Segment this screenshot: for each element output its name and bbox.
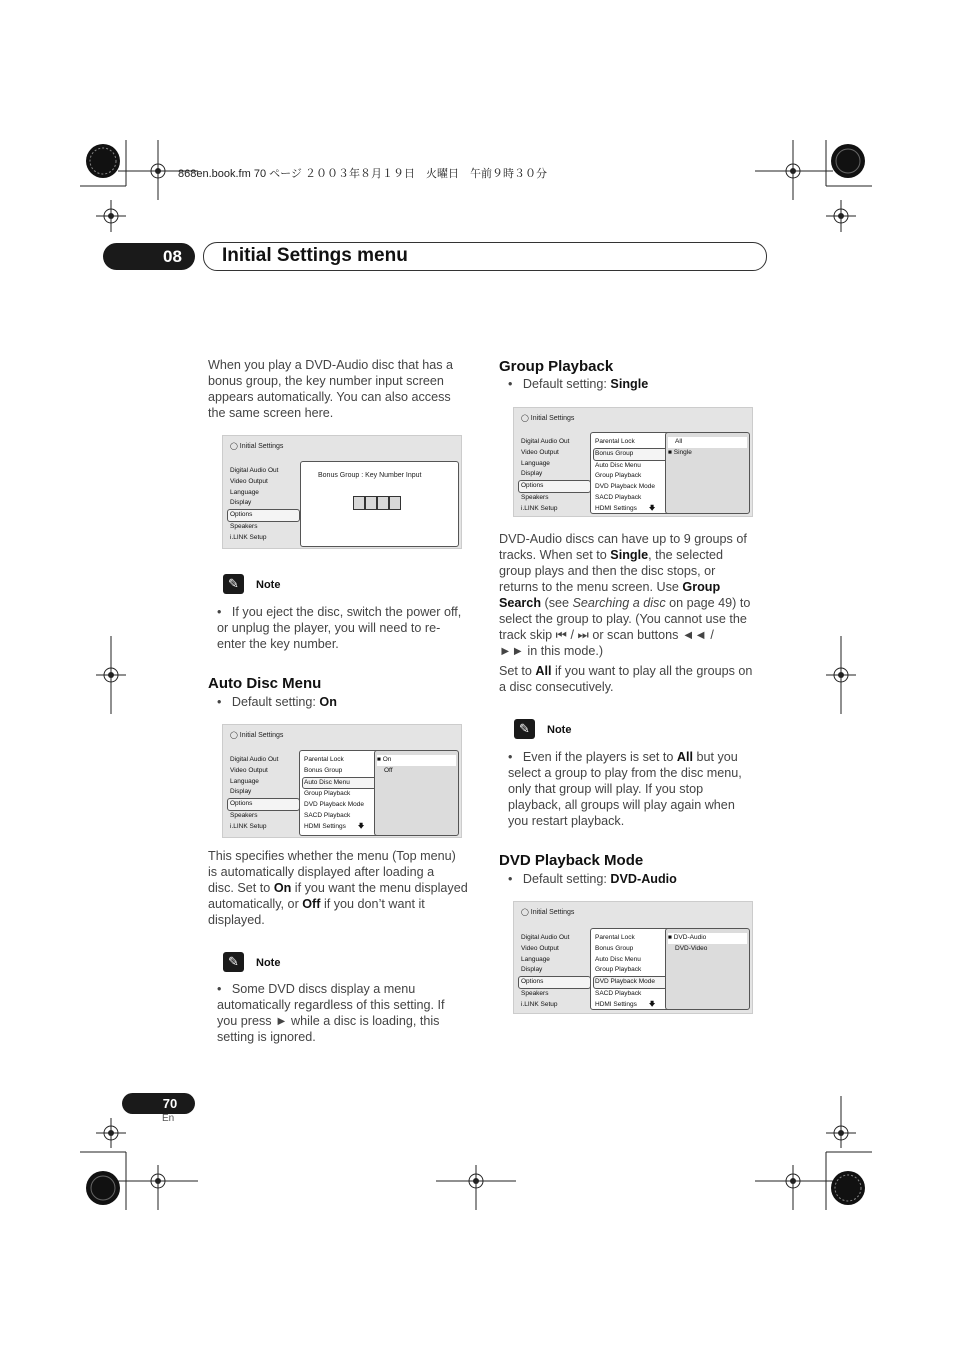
osd-item-hdmi-settings: HDMI Settings <box>304 822 346 830</box>
text-line: is automatically displayed after loading a <box>208 865 435 879</box>
osd-options-panel <box>665 928 750 1010</box>
osd-item-parental-lock: Parental Lock <box>595 438 635 445</box>
osd-item-hdmi-settings: HDMI Settings <box>595 504 637 512</box>
text-run: Single <box>610 548 649 562</box>
osd-item-ilink-setup: i.LINK Setup <box>521 504 558 512</box>
osd-item-display: Display <box>521 966 543 974</box>
osd-item-display: Display <box>230 788 252 796</box>
osd-dvd-playback-mode-screen <box>513 901 753 1014</box>
osd-item-hdmi-settings-row <box>304 822 380 833</box>
osd-item-language: Language <box>230 488 259 496</box>
osd-item-language: Language <box>521 955 550 963</box>
group-paragraph-2 <box>499 663 771 695</box>
osd-item-language: Language <box>521 459 550 467</box>
text-run: tracks. When set to <box>499 548 611 562</box>
scroll-down-arrow-icon: 🡇 <box>648 504 656 512</box>
osd-title <box>230 731 283 739</box>
option-dvd-audio: ■ DVD-Audio <box>668 933 747 944</box>
text-line <box>208 896 480 912</box>
text-run: Even if the players is set to <box>522 750 677 764</box>
osd-item-sacd-playback: SACD Playback <box>595 989 642 997</box>
default-value: DVD-Audio <box>610 872 677 886</box>
osd-item-speakers: Speakers <box>521 493 549 501</box>
note-label: Note <box>256 957 281 969</box>
osd-item-speakers: Speakers <box>521 989 549 997</box>
auto-disc-paragraph <box>208 848 480 928</box>
osd-item-group-playback: Group Playback <box>304 790 351 798</box>
note2-bullet: • Some DVD discs display a menu automatically regardless of this setting. If you press ► while a disc is loading, this setting is ignored. <box>217 981 501 1045</box>
print-header: 868en.book.fm 70 ページ ２００３年８月１９日 火曜日 午前９時３０分 <box>178 168 547 180</box>
text-line: the same screen here. <box>208 406 334 420</box>
osd-item-hdmi-settings-row <box>595 1000 671 1011</box>
text-line: a disc consecutively. <box>499 680 614 694</box>
osd-item-parental-lock: Parental Lock <box>304 756 344 763</box>
osd-item-speakers: Speakers <box>230 811 258 819</box>
text-run: Search <box>499 596 542 610</box>
osd-title <box>230 442 283 450</box>
text-run: (see <box>541 596 573 610</box>
osd-item-group-playback: Group Playback <box>595 472 642 480</box>
option-single: ■ Single <box>668 448 692 456</box>
osd-item-video-output: Video Output <box>521 944 559 952</box>
osd-menu-col1 <box>521 437 591 515</box>
osd-item-dvd-playback-mode: DVD Playback Mode <box>595 483 655 491</box>
osd-item-bonus-group: Bonus Group <box>304 766 343 774</box>
text-run: if you want the menu displayed <box>291 881 468 895</box>
text-line: This specifies whether the menu (Top menu) <box>208 849 456 863</box>
key-digit-box <box>353 496 365 510</box>
key-digit-box <box>377 496 389 510</box>
page-number: 70 <box>162 1096 178 1111</box>
osd-title-text: Initial Settings <box>239 443 284 450</box>
osd-item-video-output: Video Output <box>230 766 268 774</box>
osd-item-video-output: Video Output <box>521 448 559 456</box>
text-line: appears automatically. You can also access <box>208 390 451 404</box>
text-line <box>499 547 771 563</box>
text-line: select the group to play. (You cannot use the <box>499 612 747 626</box>
default-value: On <box>319 695 337 709</box>
osd-item-options: Options <box>227 798 300 811</box>
osd-options-panel <box>665 432 750 514</box>
osd-item-dvd-playback-mode: DVD Playback Mode <box>593 976 671 989</box>
text-line: enter the key number. <box>217 637 339 651</box>
osd-item-bonus-group: Bonus Group <box>595 944 634 952</box>
text-run: if you don’t want it <box>320 897 425 911</box>
osd-item-options: Options <box>227 509 300 522</box>
text-run: disc. Set to <box>208 881 274 895</box>
osd-title-text: Initial Settings <box>239 732 284 739</box>
osd-item-ilink-setup: i.LINK Setup <box>230 822 267 830</box>
dvd-mode-default: • Default setting: DVD-Audio <box>508 872 677 886</box>
text-line: or unplug the player, you will need to re- <box>217 621 441 635</box>
note3-bullet: • Even if the players is set to All but you select a group to play from the disc menu, only that group will play. If you stop playback, all groups will play again when you restart playback. <box>508 749 794 829</box>
osd-options-panel <box>374 750 459 836</box>
text-line: ►► in this mode.) <box>499 644 604 658</box>
osd-group-playback-screen <box>513 407 753 517</box>
osd-item-speakers: Speakers <box>230 522 258 530</box>
chapter-number: 08 <box>163 247 182 266</box>
text-line: Some DVD discs display a menu <box>231 982 416 996</box>
group-paragraph <box>499 531 771 659</box>
note-pencil-icon: ✎ <box>223 952 244 972</box>
osd-item-display: Display <box>521 470 543 478</box>
disc-icon: ◯ <box>230 443 238 450</box>
heading-group-playback: Group Playback <box>499 358 614 375</box>
osd-item-video-output: Video Output <box>230 477 268 485</box>
osd-item-dvd-playback-mode: DVD Playback Mode <box>304 801 364 809</box>
text-run: on page 49) to <box>665 596 751 610</box>
text-line: only that group will play. If you stop <box>508 782 704 796</box>
default-prefix: Default setting: <box>522 872 611 886</box>
text-run: Searching a disc <box>572 596 666 610</box>
text-line <box>499 579 771 595</box>
osd-key-input-panel <box>300 461 459 547</box>
scroll-down-arrow-icon: 🡇 <box>648 1000 656 1008</box>
osd-item-bonus-group: Bonus Group <box>593 448 671 461</box>
osd-item-ilink-setup: i.LINK Setup <box>521 1000 558 1008</box>
text-run: but you <box>693 750 738 764</box>
osd-item-sacd-playback: SACD Playback <box>304 811 351 819</box>
option-label: Single <box>673 448 692 456</box>
default-value: Single <box>610 377 649 391</box>
text-line <box>499 595 771 611</box>
osd-title-text: Initial Settings <box>530 909 575 916</box>
osd-item-sacd-playback: SACD Playback <box>595 493 642 501</box>
osd-item-digital-audio-out: Digital Audio Out <box>230 756 279 763</box>
osd-item-ilink-setup: i.LINK Setup <box>230 533 267 541</box>
osd-menu-col1 <box>230 466 300 544</box>
intro-paragraph <box>208 357 478 421</box>
disc-icon: ◯ <box>230 732 238 739</box>
text-run: Group <box>682 580 721 594</box>
disc-icon: ◯ <box>521 415 529 422</box>
text-line: select a group to play from the disc menu, <box>508 766 742 780</box>
text-run: returns to the menu screen. Use <box>499 580 683 594</box>
osd-item-auto-disc-menu: Auto Disc Menu <box>302 777 380 790</box>
text-line: automatically regardless of this setting. If <box>217 998 445 1012</box>
osd-title-text: Initial Settings <box>530 415 575 422</box>
osd-menu-col2 <box>299 750 381 836</box>
osd-item-hdmi-settings-row <box>595 504 671 515</box>
osd-menu-col1 <box>230 755 300 833</box>
option-label: On <box>382 756 392 763</box>
osd-title <box>521 908 574 916</box>
text-run: Off <box>302 897 321 911</box>
default-prefix: Default setting: <box>522 377 611 391</box>
option-label: DVD-Audio <box>673 934 707 941</box>
text-line: you press ► while a disc is loading, this <box>217 1014 440 1028</box>
text-line: group plays and then the disc stops, or <box>499 564 716 578</box>
osd-item-digital-audio-out: Digital Audio Out <box>230 467 279 474</box>
option-dvd-video: DVD-Video <box>675 944 708 952</box>
note-label: Note <box>547 724 572 736</box>
option-on: ■ On <box>377 755 456 766</box>
group-default: • Default setting: Single <box>508 377 649 391</box>
page-language: En <box>162 1113 175 1124</box>
text-line: playback, all groups will play again when <box>508 798 735 812</box>
text-line: you restart playback. <box>508 814 625 828</box>
text-run: automatically, or <box>208 897 303 911</box>
text-line: displayed. <box>208 913 265 927</box>
note-label: Note <box>256 579 281 591</box>
text-line: track skip ⏮ / ⏭ or scan buttons ◄◄ / <box>499 628 714 642</box>
text-run: On <box>273 881 292 895</box>
osd-title <box>521 414 574 422</box>
osd-item-options: Options <box>518 480 591 493</box>
chapter-title: Initial Settings menu <box>222 245 408 266</box>
osd-item-auto-disc-menu: Auto Disc Menu <box>595 955 641 963</box>
option-off: Off <box>384 766 393 774</box>
note1-bullet: • If you eject the disc, switch the power off, or unplug the player, you will need to re- enter the key number. <box>217 604 501 652</box>
text-run: All <box>676 750 693 764</box>
key-digit-box <box>365 496 377 510</box>
text-run: Set to <box>499 664 536 678</box>
key-input-prompt: Bonus Group : Key Number Input <box>318 472 422 479</box>
osd-item-language: Language <box>230 777 259 785</box>
text-line: setting is ignored. <box>217 1030 316 1044</box>
disc-icon: ◯ <box>521 909 529 916</box>
text-run: if you want to play all the groups on <box>551 664 753 678</box>
osd-item-options: Options <box>518 976 591 989</box>
text-line: When you play a DVD-Audio disc that has a <box>208 358 454 372</box>
osd-item-group-playback: Group Playback <box>595 966 642 974</box>
heading-auto-disc-menu: Auto Disc Menu <box>208 675 322 692</box>
text-run: All <box>535 664 552 678</box>
osd-item-hdmi-settings: HDMI Settings <box>595 1000 637 1008</box>
osd-bonus-group-screen <box>222 435 462 549</box>
osd-auto-disc-screen <box>222 724 462 838</box>
osd-item-parental-lock: Parental Lock <box>595 934 635 941</box>
osd-menu-col1 <box>521 933 591 1011</box>
text-line: bonus group, the key number input screen <box>208 374 444 388</box>
osd-item-display: Display <box>230 499 252 507</box>
note-pencil-icon: ✎ <box>514 719 535 739</box>
text-run: , the selected <box>648 548 724 562</box>
default-prefix: Default setting: <box>231 695 320 709</box>
text-line: If you eject the disc, switch the power off, <box>231 605 462 619</box>
osd-item-auto-disc-menu: Auto Disc Menu <box>595 461 641 469</box>
text-line <box>208 880 480 896</box>
option-all: All <box>668 437 747 448</box>
text-line <box>499 663 771 679</box>
osd-menu-col2 <box>590 432 672 514</box>
heading-dvd-playback-mode: DVD Playback Mode <box>499 852 644 869</box>
osd-item-digital-audio-out: Digital Audio Out <box>521 438 570 445</box>
osd-menu-col2 <box>590 928 672 1010</box>
key-digit-box <box>389 496 401 510</box>
note-pencil-icon: ✎ <box>223 574 244 594</box>
text-line: DVD-Audio discs can have up to 9 groups of <box>499 532 747 546</box>
scroll-down-arrow-icon: 🡇 <box>357 822 365 830</box>
auto-disc-default: • Default setting: On <box>217 695 337 709</box>
osd-item-digital-audio-out: Digital Audio Out <box>521 934 570 941</box>
